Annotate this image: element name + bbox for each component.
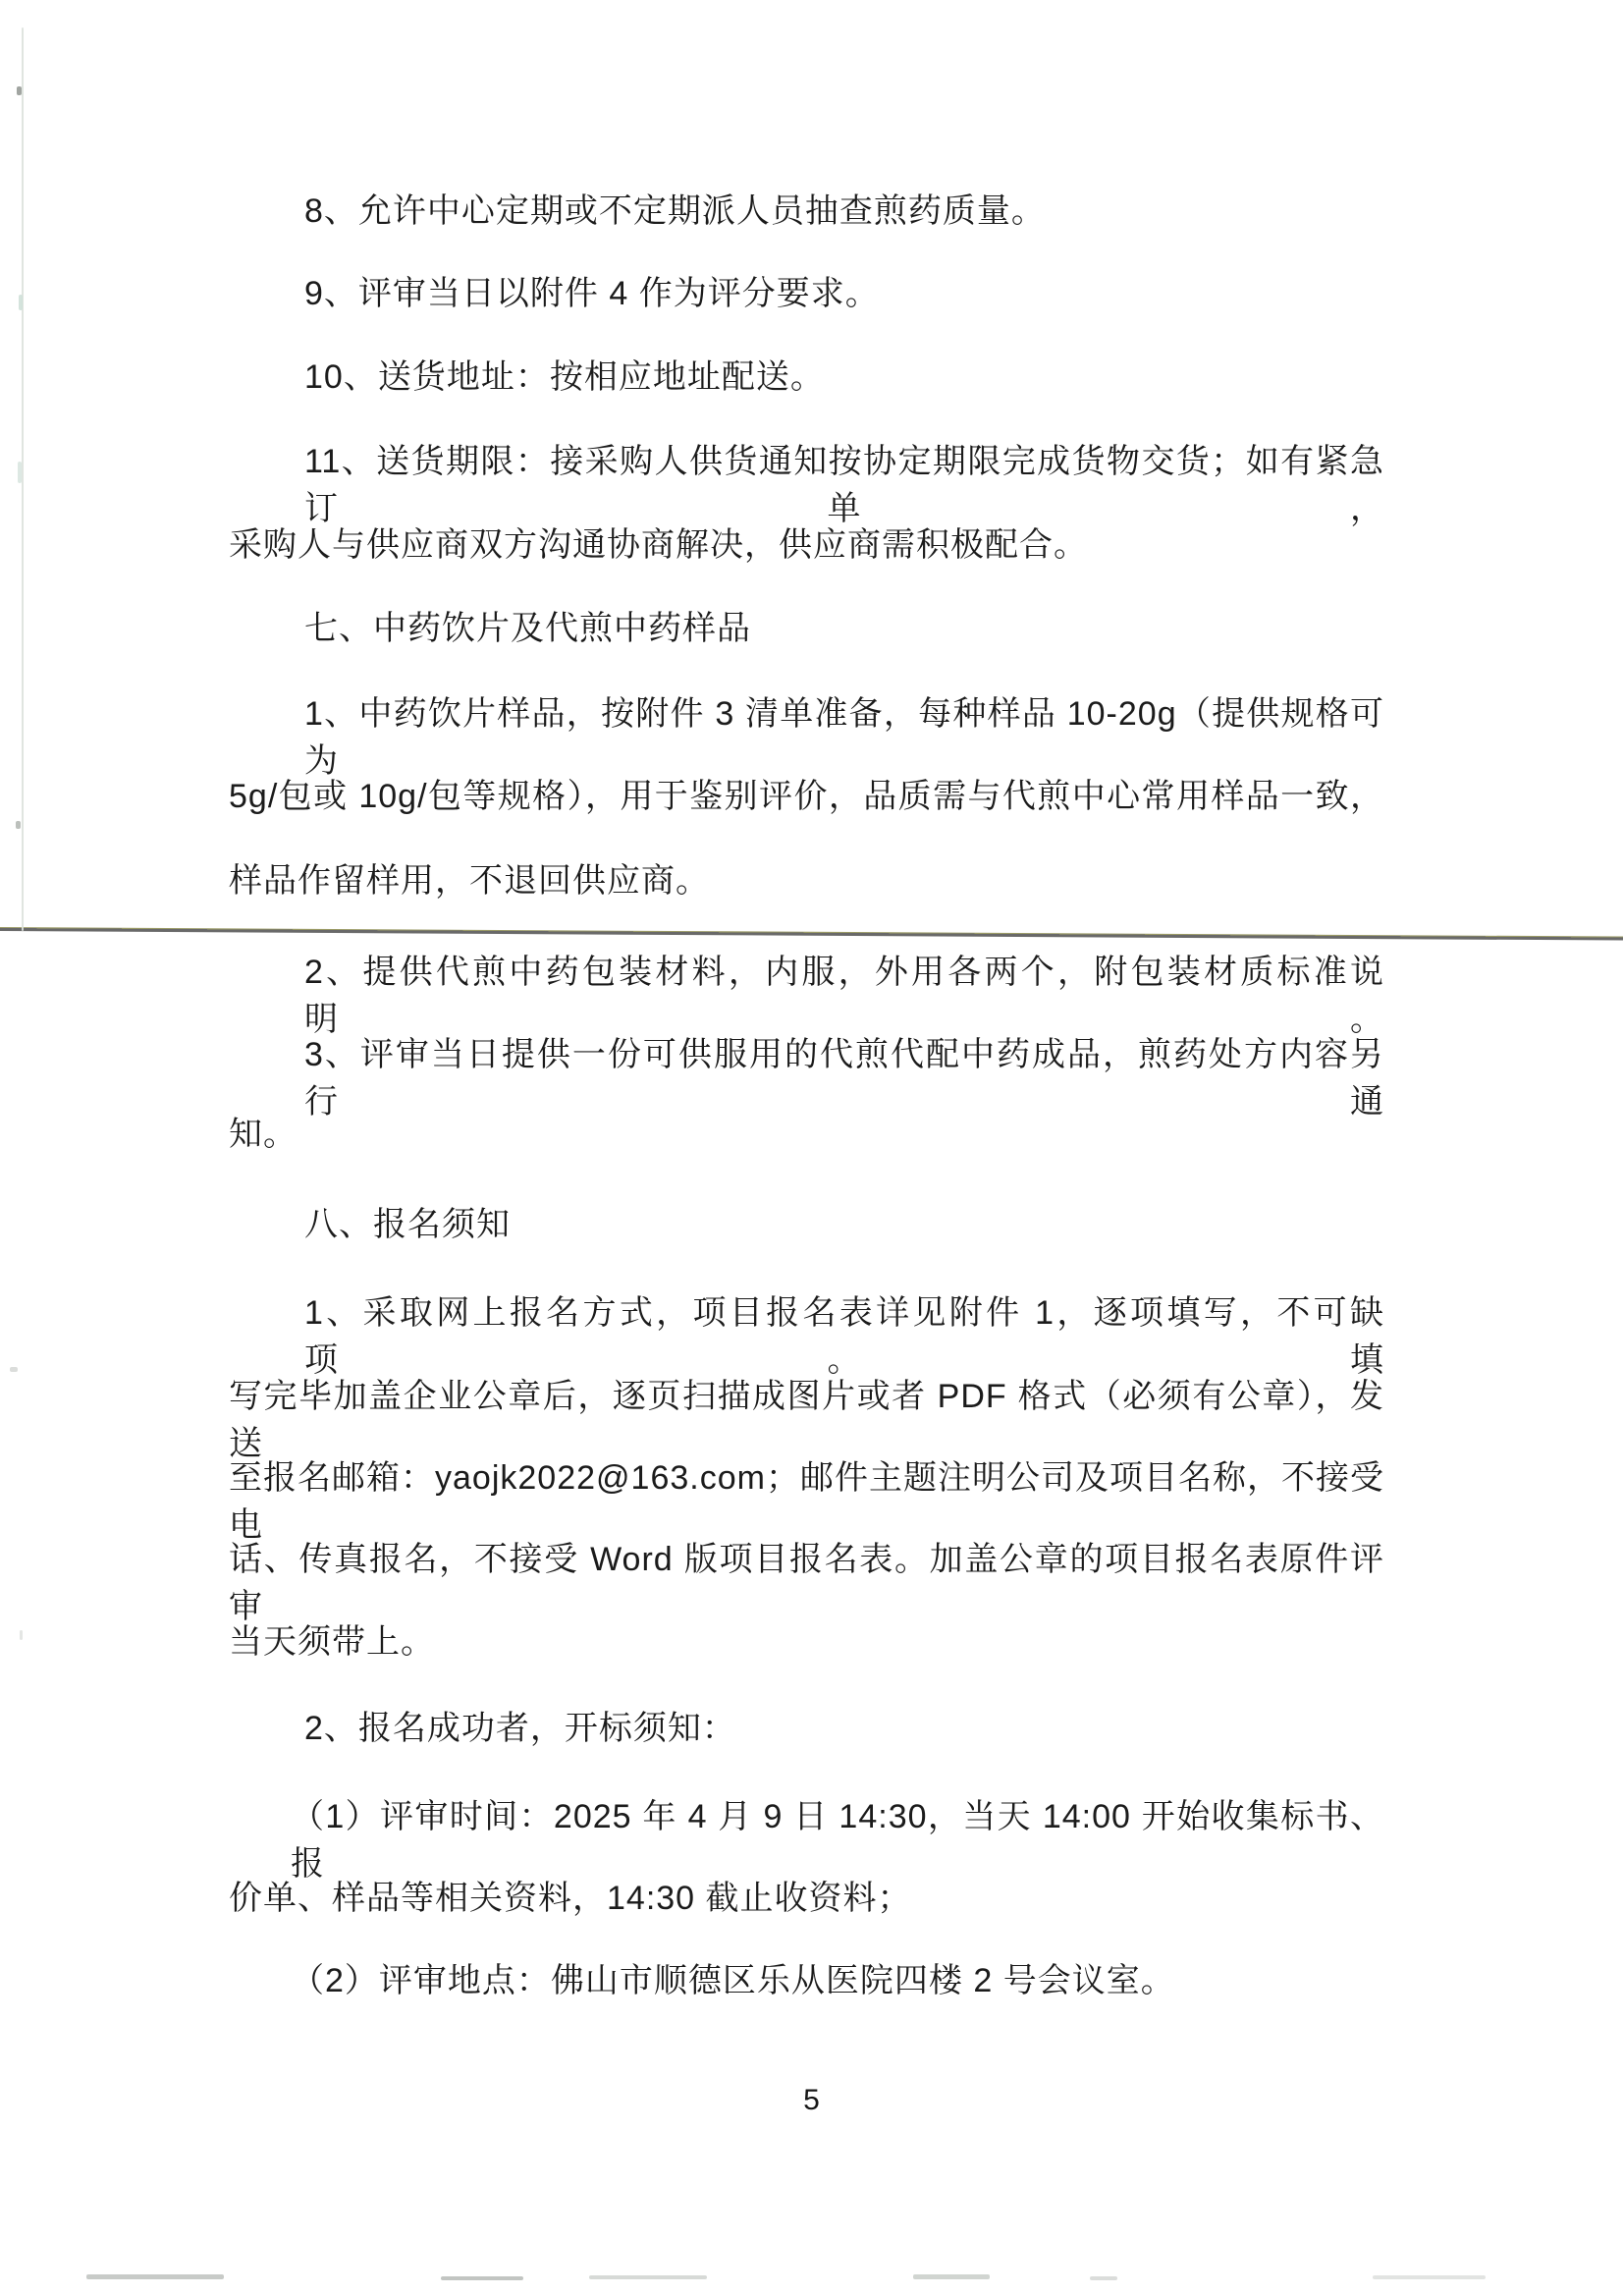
scan-crease-line	[0, 927, 1623, 941]
text-line: 样品作留样用，不退回供应商。	[229, 862, 710, 900]
scan-speck	[441, 2276, 523, 2280]
text-line: 5g/包或 10g/包等规格），用于鉴别评价，品质需与代煎中心常用样品一致，	[229, 778, 1384, 815]
scan-speck	[86, 2274, 224, 2279]
text-line: 11、送货期限：接采购人供货通知按协定期限完成货物交货；如有紧急订单，	[304, 443, 1384, 527]
text-line: 八、报名须知	[304, 1206, 511, 1243]
text-line: 2、报名成功者，开标须知：	[304, 1710, 736, 1747]
scan-speck	[589, 2275, 707, 2279]
text-line: 知。	[229, 1116, 298, 1153]
text-line: 1、中药饮片样品，按附件 3 清单准备，每种样品 10-20g（提供规格可为	[304, 695, 1384, 780]
scan-speck	[22, 27, 24, 931]
page-number: 5	[803, 2084, 820, 2116]
text-line: 写完毕加盖企业公章后，逐页扫描成图片或者 PDF 格式（必须有公章），发送	[229, 1378, 1384, 1462]
scan-speck	[18, 462, 22, 483]
text-line: （1）评审时间：2025 年 4 月 9 日 14:30，当天 14:00 开始收集标书、报	[291, 1798, 1384, 1883]
scan-speck	[1090, 2276, 1117, 2280]
text-line: 2、提供代煎中药包装材料，内服，外用各两个，附包装材质标准说明。	[304, 954, 1384, 1038]
scan-speck	[913, 2274, 990, 2279]
text-line: 当天须带上。	[229, 1623, 435, 1661]
text-line: 9、评审当日以附件 4 作为评分要求。	[304, 275, 880, 312]
scan-speck	[20, 1630, 23, 1640]
text-line: 3、评审当日提供一份可供服用的代煎代配中药成品，煎药处方内容另行通	[304, 1036, 1384, 1121]
scan-speck	[16, 821, 21, 829]
scan-speck	[1373, 2275, 1486, 2279]
text-line: 1、采取网上报名方式，项目报名表详见附件 1，逐项填写，不可缺项。填	[304, 1294, 1384, 1379]
scan-speck	[17, 86, 22, 95]
scan-speck	[19, 295, 23, 310]
text-line: 七、中药饮片及代煎中药样品	[304, 610, 751, 647]
text-line: （2）评审地点：佛山市顺德区乐从医院四楼 2 号会议室。	[291, 1962, 1175, 1999]
text-line: 价单、样品等相关资料，14:30 截止收资料；	[229, 1880, 912, 1917]
text-line: 8、允许中心定期或不定期派人员抽查煎药质量。	[304, 192, 1046, 230]
text-line: 10、送货地址：按相应地址配送。	[304, 358, 825, 396]
text-line: 采购人与供应商双方沟通协商解决，供应商需积极配合。	[229, 526, 1088, 564]
text-line: 至报名邮箱：yaojk2022@163.com；邮件主题注明公司及项目名称，不接受电	[229, 1459, 1384, 1544]
scan-speck	[10, 1367, 18, 1372]
text-line: 话、传真报名，不接受 Word 版项目报名表。加盖公章的项目报名表原件评审	[229, 1541, 1384, 1625]
